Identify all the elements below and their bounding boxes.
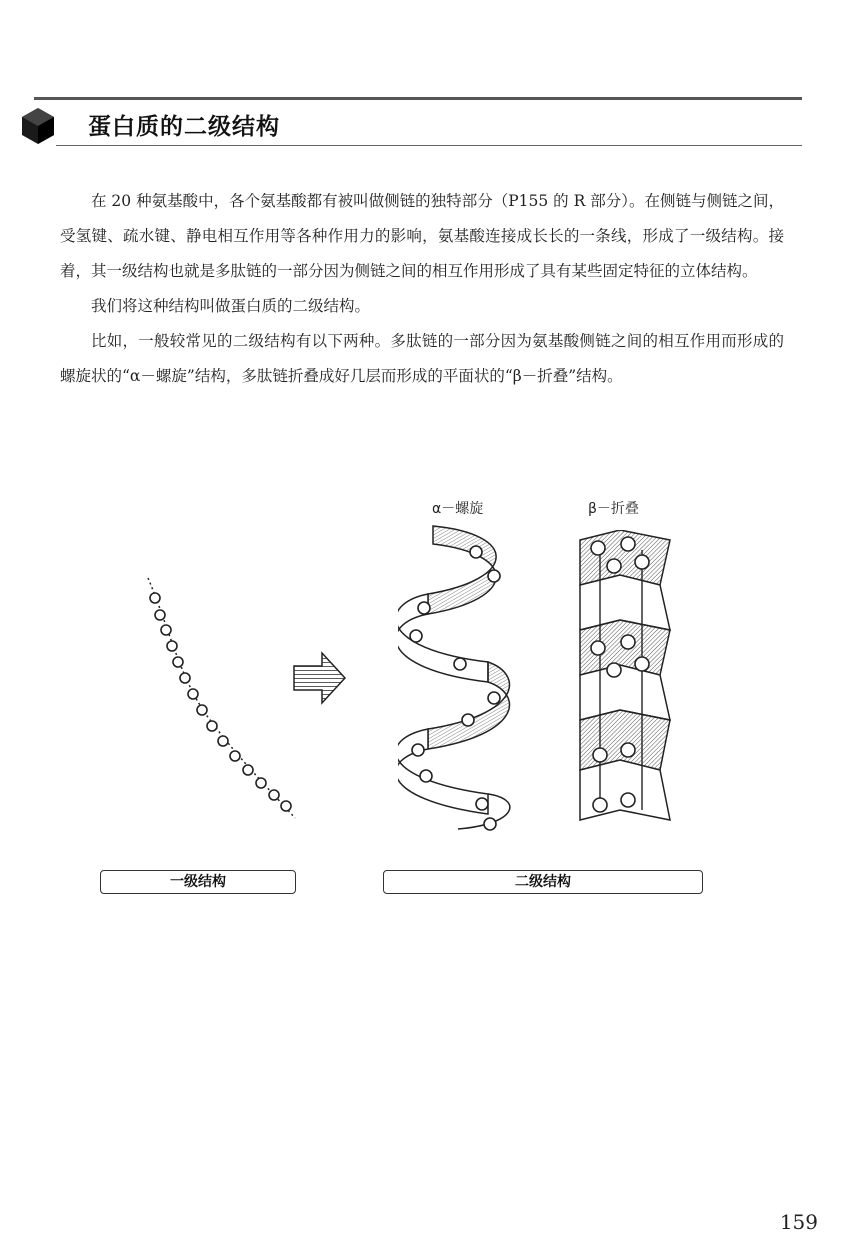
polypeptide-chain-illustration [140, 570, 310, 830]
section-heading [14, 100, 802, 146]
structure-figure [80, 490, 720, 890]
beta-sheet-label: β－折叠 [588, 501, 639, 517]
paragraph-2: 我们将这种结构叫做蛋白质的二级结构。 [91, 297, 371, 315]
paragraph-3: 比如，一般较常见的二级结构有以下两种。多肽链的一部分因为氨基酸侧链之间的相互作用而形成的螺旋状的“α－螺旋”结构，多肽链折叠成好几层而形成的平面状的“β－折叠”结构。 [60, 332, 784, 385]
beta-sheet-illustration [570, 530, 680, 830]
alpha-helix-label: α－螺旋 [432, 501, 484, 517]
body-text [60, 184, 784, 394]
secondary-structure-label: 二级结构 [383, 870, 703, 894]
hexagon-icon [18, 106, 58, 146]
page-number: 159 [779, 1210, 818, 1234]
paragraph-1: 在 20 种氨基酸中，各个氨基酸都有被叫做侧链的独特部分（P155 的 R 部分）。在侧链与侧链之间，受氢键、疏水键、静电相互作用等各种作用力的影响，氨基酸连接成长长的一条线，形成了一级结构。接着，其一级结构也就是多肽链的一部分因为侧链之间的相互作用形成了具有某些固定特征的立体结构。 [60, 192, 784, 280]
arrow-right-icon [292, 650, 348, 706]
heading-underline [56, 145, 802, 146]
section-title: 蛋白质的二级结构 [88, 114, 280, 140]
primary-structure-label: 一级结构 [100, 870, 296, 894]
alpha-helix-illustration [398, 524, 528, 834]
